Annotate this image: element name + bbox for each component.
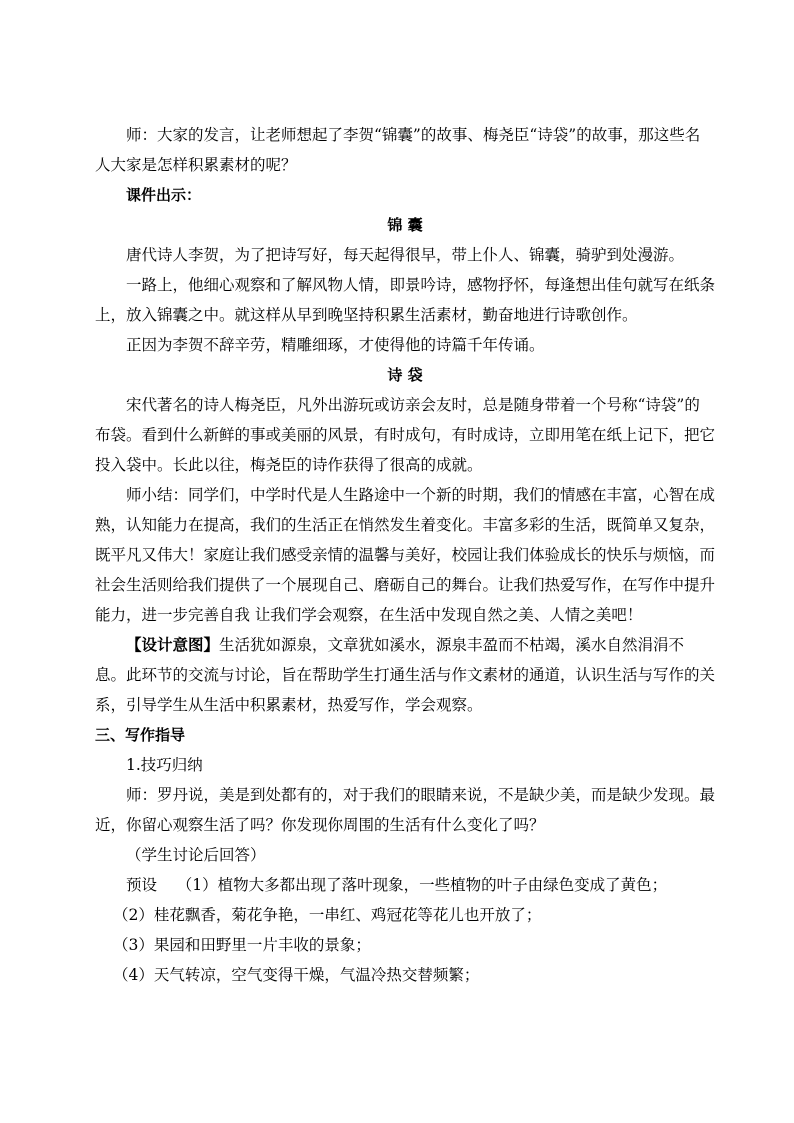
preset-line-1 xyxy=(95,870,715,900)
document-page xyxy=(95,120,715,990)
item-skill-summary: 1.技巧归纳 xyxy=(126,756,203,774)
courseware-label: 课件出示： xyxy=(126,186,202,204)
paragraph-lihe-3: 正因为李贺不辞辛劳，精雕细琢，才使得他的诗篇千年传诵。 xyxy=(126,336,545,354)
paragraph-summary: 师小结：同学们，中学时代是人生路途中一个新的时期，我们的情感在丰富，心智在成熟，认知能力在提高，我们的生活正在悄然发生着变化。丰富多彩的生活，既简单又复杂，既平凡又伟大！家庭让我们感受亲情的温馨与美好，校园让我们体验成长的快乐与烦恼，而社会生活则给我们提供了一个展现自己、磨砺自己的舞台。让我们热爱写作，在写作中提升能力，进一步完善自我 让我们学会观察，在生活中发现自然之美、人情之美吧！ xyxy=(95,486,716,624)
paragraph-teacher-question: 师：罗丹说，美是到处都有的，对于我们的眼睛来说，不是缺少美，而是缺少发现。最近，你留心观察生活了吗？你发现你周围的生活有什么变化了吗？ xyxy=(95,786,716,834)
heading-writing-guidance: 三、写作指导 xyxy=(95,726,186,744)
preset-item-4: （4）天气转凉，空气变得干燥，气温冷热交替频繁； xyxy=(113,966,480,984)
design-intent-label: 【设计意图】 xyxy=(126,636,220,654)
preset-item-3: （3）果园和田野里一片丰收的景象； xyxy=(113,936,371,954)
paragraph-lihe-2: 一路上，他细心观察和了解风物人情，即景吟诗，感物抒怀，每逢想出佳句就写在纸条上，放入锦囊之中。就这样从早到晚坚持积累生活素材，勤奋地进行诗歌创作。 xyxy=(95,276,716,324)
paragraph-meiyaochen: 宋代著名的诗人梅尧臣，凡外出游玩或访亲会友时，总是随身带着一个号称“诗袋”的布袋。看到什么新鲜的事或美丽的风景，有时成句，有时成诗，立即用笔在纸上记下，把它投入袋中。长此以往，梅尧臣的诗作获得了很高的成就。 xyxy=(95,396,716,474)
paragraph-design-intent xyxy=(95,630,715,720)
preset-item-1: （1）植物大多都出现了落叶现象，一些植物的叶子由绿色变成了黄色； xyxy=(176,876,668,894)
design-intent-text: 生活犹如源泉，文章犹如溪水，源泉丰盈而不枯竭，溪水自然涓涓不息。此环节的交流与讨论，旨在帮助学生打通生活与作文素材的通道，认识生活与写作的关系，引导学生从生活中积累素材，热爱写作，学会观察。 xyxy=(95,636,716,714)
preset-item-2: （2）桂花飘香，菊花争艳，一串红、鸡冠花等花儿也开放了； xyxy=(113,906,542,924)
paragraph-discussion: （学生讨论后回答） xyxy=(126,846,266,864)
section-title-shidai: 诗 袋 xyxy=(387,366,423,384)
section-title-jinnang: 锦 囊 xyxy=(387,216,423,234)
preset-label: 预设 xyxy=(126,876,158,894)
paragraph-lihe-1: 唐代诗人李贺，为了把诗写好，每天起得很早，带上仆人、锦囊，骑驴到处漫游。 xyxy=(126,246,685,264)
paragraph-teacher-intro: 师：大家的发言，让老师想起了李贺“锦囊”的故事、梅尧臣“诗袋”的故事，那这些名人大家是怎样积累素材的呢？ xyxy=(95,126,701,174)
